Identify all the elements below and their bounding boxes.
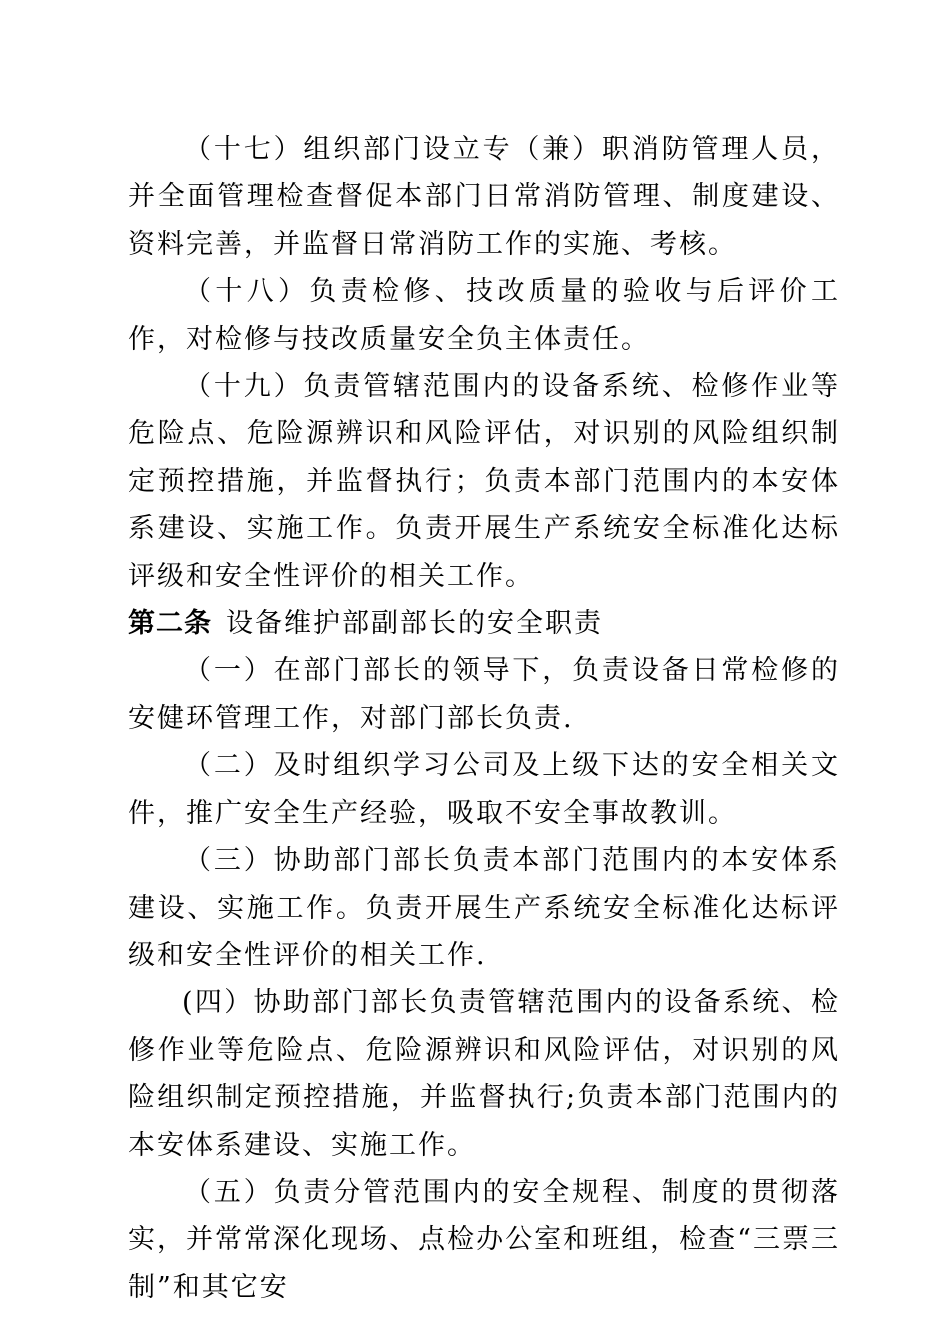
clause-4: (四）协助部门部长负责管辖范围内的设备系统、检修作业等危险点、危险源辨识和风险评估，对识别的风险组织制定预控措施，并监督执行;负责本部门范围内的本安体系建设、实施工作。 <box>128 987 840 1161</box>
clause-2: （二）及时组织学习公司及上级下达的安全相关文件，推广安全生产经验，吸取不安全事故教训。 <box>128 750 840 829</box>
article-title: 设备维护部副部长的安全职责 <box>226 608 603 640</box>
clause-5: （五）负责分管范围内的安全规程、制度的贯彻落实，并常常深化现场、点检办公室和班组，检查“三票三制”和其它安 <box>128 1176 840 1303</box>
article-number: 第二条 <box>128 608 212 640</box>
clause-19: （十九）负责管辖范围内的设备系统、检修作业等危险点、危险源辨识和风险评估，对识别的风险组织制定预控措施，并监督执行；负责本部门范围内的本安体系建设、实施工作。负责开展生产系统安全标准化达标评级和安全性评价的相关工作。 <box>128 371 840 592</box>
document-body <box>128 126 840 1311</box>
article-heading <box>128 600 840 647</box>
clause-17: （十七）组织部门设立专（兼）职消防管理人员，并全面管理检查督促本部门日常消防管理、制度建设、资料完善，并监督日常消防工作的实施、考核。 <box>128 134 840 260</box>
clause-1: （一）在部门部长的领导下，负责设备日常检修的安健环管理工作，对部门部长负责. <box>128 655 840 734</box>
clause-18: （十八）负责检修、技改质量的验收与后评价工作，对检修与技改质量安全负主体责任。 <box>128 276 840 355</box>
clause-3: （三）协助部门部长负责本部门范围内的本安体系建设、实施工作。负责开展生产系统安全标准化达标评级和安全性评价的相关工作. <box>128 845 840 971</box>
